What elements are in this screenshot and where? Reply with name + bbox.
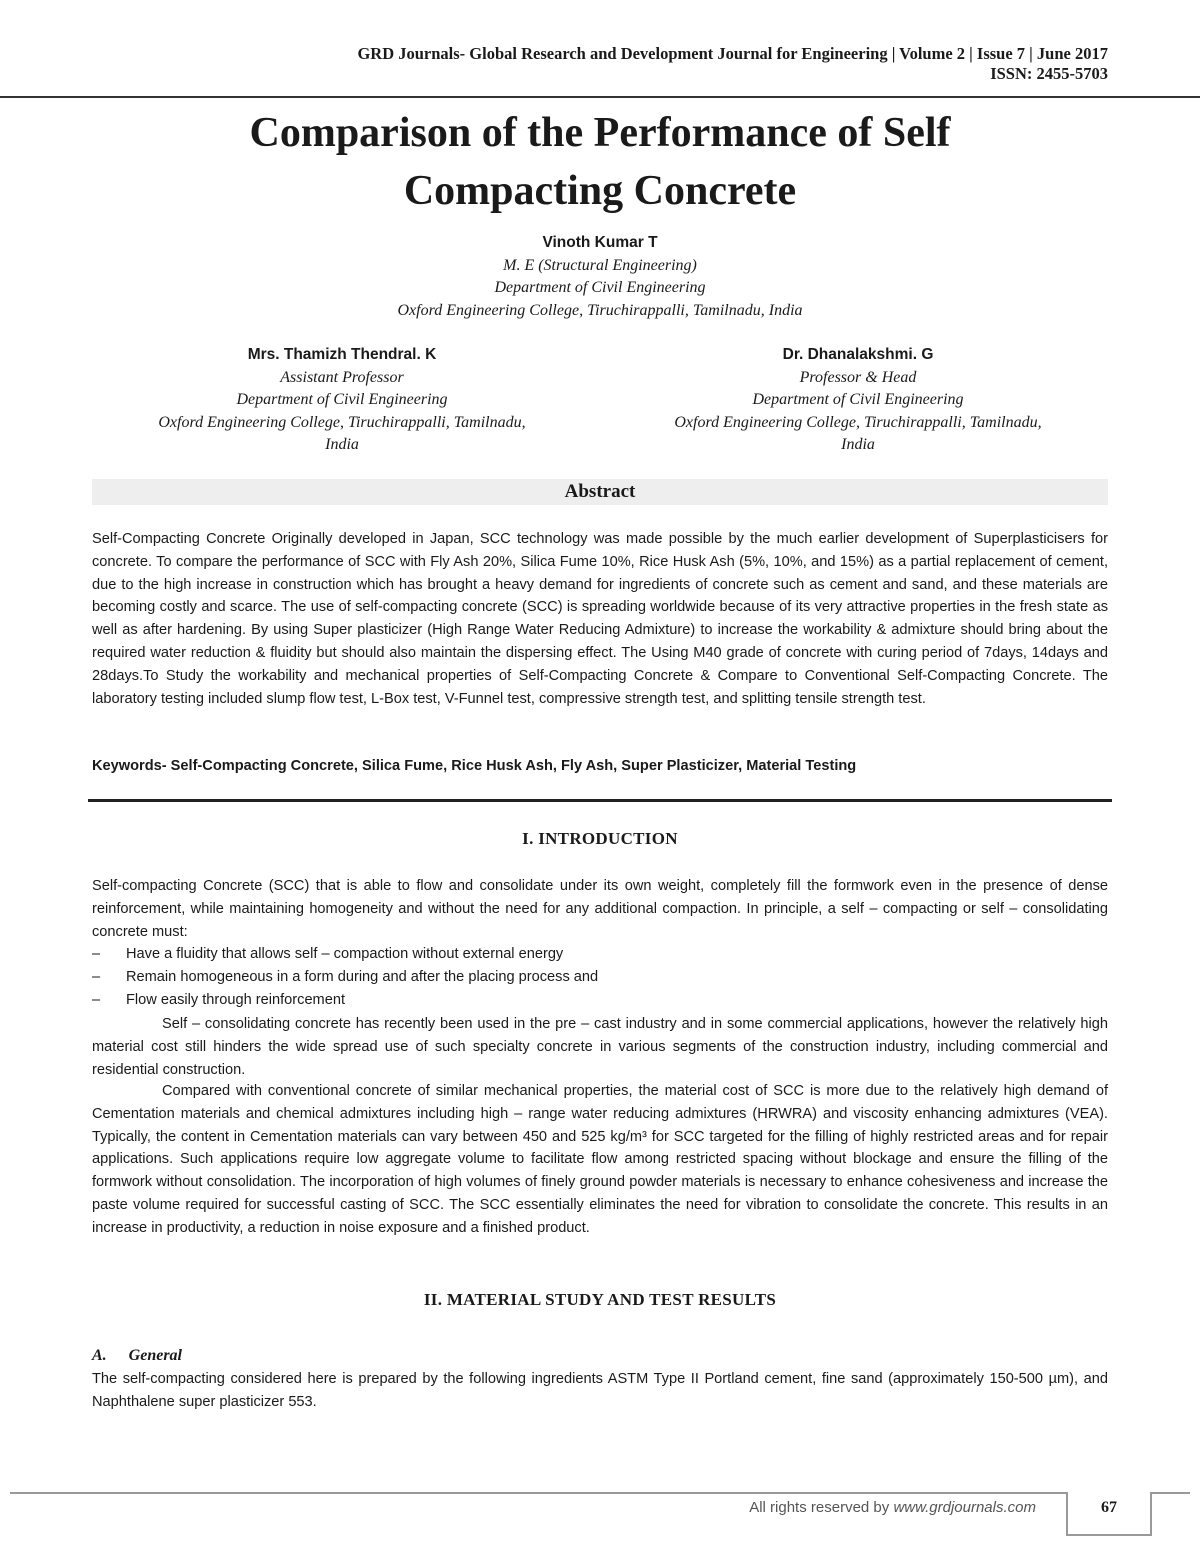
subsection-title: General [128, 1347, 182, 1364]
page-number: 67 [1101, 1499, 1117, 1516]
author-dept: Department of Civil Engineering [752, 391, 964, 408]
author-block-3 [608, 344, 1108, 457]
section-divider [88, 799, 1112, 802]
journal-header [108, 44, 1108, 84]
footer-divider-right [1150, 1492, 1190, 1494]
general-paragraph: The self-compacting considered here is prepared by the following ingredients ASTM Type II Portland cement, fine sand (approximately 150-500 µm), and Naphthalene super plasticizer 553. [92, 1371, 1108, 1410]
material-study-heading: II. MATERIAL STUDY AND TEST RESULTS [423, 1290, 777, 1309]
author-name: Dr. Dhanalakshmi. G [782, 346, 934, 363]
intro-paragraph-1: Self-compacting Concrete (SCC) that is able to flow and consolidate under its own weight, completely fill the formwork even in the presence of dense reinforcement, while maintaining homogeneity and without the need for any additional compaction. In principle, a self – compacting or self – consolidating concrete must: [92, 878, 1108, 940]
author-org-country: India [325, 436, 359, 453]
intro-paragraph-2: Self – consolidating concrete has recently been used in the pre – cast industry and in some commercial applications, however the relatively high material cost still hinders the wide spread use of such specialty concrete in various segments of the construction industry, including commercial and residential construction. [92, 1016, 1108, 1078]
abstract-heading: Abstract [92, 479, 1108, 505]
keywords: Keywords- Self-Compacting Concrete, Silica Fume, Rice Husk Ash, Fly Ash, Super Plasticizer, Material Testing [92, 758, 857, 774]
list-item-text: Flow easily through reinforcement [126, 992, 346, 1008]
author-org: Oxford Engineering College, Tiruchirappalli, Tamilnadu, [158, 413, 526, 431]
author-org-country: India [841, 436, 875, 453]
footer-website-link[interactable]: www.grdjournals.com [893, 1499, 1036, 1516]
author-dept: Department of Civil Engineering [494, 279, 706, 296]
rights-text: All rights reserved by [749, 1499, 894, 1516]
author-role: M. E (Structural Engineering) [503, 256, 697, 274]
general-subheading [92, 1345, 182, 1367]
issn: ISSN: 2455-5703 [990, 64, 1108, 83]
title-line-1: Comparison of the Performance of Self [249, 110, 951, 156]
author-block-2 [92, 344, 592, 457]
list-item-text: Have a fluidity that allows self – compaction without external energy [126, 946, 564, 962]
author-role: Assistant Professor [280, 368, 404, 386]
list-item-text: Remain homogeneous in a form during and after the placing process and [126, 969, 599, 985]
author-name: Mrs. Thamizh Thendral. K [247, 346, 437, 363]
introduction-heading: I. INTRODUCTION [522, 829, 678, 848]
author-block-1 [200, 232, 1000, 322]
footer-divider [10, 1492, 1068, 1494]
author-dept: Department of Civil Engineering [236, 391, 448, 408]
list-item [92, 989, 1108, 1012]
journal-line: GRD Journals- Global Research and Development Journal for Engineering | Volume 2 | Issue 7 | June 2017 [357, 44, 1108, 63]
list-item [92, 966, 1108, 989]
author-role: Professor & Head [799, 368, 917, 386]
dash-bullet: – [92, 946, 101, 962]
title-line-2: Compacting Concrete [403, 168, 797, 214]
intro-paragraph-3: Compared with conventional concrete of similar mechanical properties, the material cost of SCC is more due to the relatively high demand of Cementation materials and chemical admixtures including high – range water reducing admixtures (HRWRA) and viscosity enhancing admixtures (VEA). Typically, the content in Cementation materials can vary between 450 and 525 kg/m³ for SCC targeted for the filling of highly restricted areas and for repair applications. Such applications require low aggregate volume to facilitate flow among restricted spacing without blockage and ensure the filling of the formwork without consolidation. The incorporation of high volumes of finely ground powder materials is necessary to enhance cohesiveness and increase the paste volume required for successful casting of SCC. The SCC essentially eliminates the need for vibration to consolidate the concrete. This results in an increase in productivity, a reduction in noise exposure and a finished product. [92, 1083, 1108, 1236]
author-org: Oxford Engineering College, Tiruchirappalli, Tamilnadu, [674, 413, 1042, 431]
requirements-list [92, 943, 1108, 1012]
header-divider [0, 96, 1200, 98]
dash-bullet: – [92, 992, 101, 1008]
subsection-number: A. [92, 1347, 107, 1364]
paper-title [0, 104, 1200, 220]
abstract-text: Self-Compacting Concrete Originally developed in Japan, SCC technology was made possible by the much earlier development of Superplasticisers for concrete. To compare the performance of SCC with Fly Ash 20%, Silica Fume 10%, Rice Husk Ash (5%, 10%, and 15%) as a partial replacement of cement, due to the high increase in construction which has brought a heavy demand for ingredients of concrete such as cement and sand, and these materials are becoming costly and scarce. The use of self-compacting concrete (SCC) is spreading worldwide because of its very attractive properties in the fresh state as well as after hardening. By using Super plasticizer (High Range Water Reducing Admixture) to increase the workability & admixture should bring about the required water reduction & fluidity but should also maintain the dispersing effect. The Using M40 grade of concrete with curing period of 7days, 14days and 28days.To Study the workability and mechanical properties of Self-Compacting Concrete & Compare to Conventional Self-Compacting Concrete. The laboratory testing included slump flow test, L-Box test, V-Funnel test, compressive strength test, and splitting tensile strength test. [92, 531, 1108, 707]
dash-bullet: – [92, 969, 101, 985]
author-name: Vinoth Kumar T [542, 234, 658, 251]
author-org: Oxford Engineering College, Tiruchirappalli, Tamilnadu, India [397, 301, 803, 319]
list-item [92, 943, 1108, 966]
footer-rights [560, 1497, 1036, 1519]
